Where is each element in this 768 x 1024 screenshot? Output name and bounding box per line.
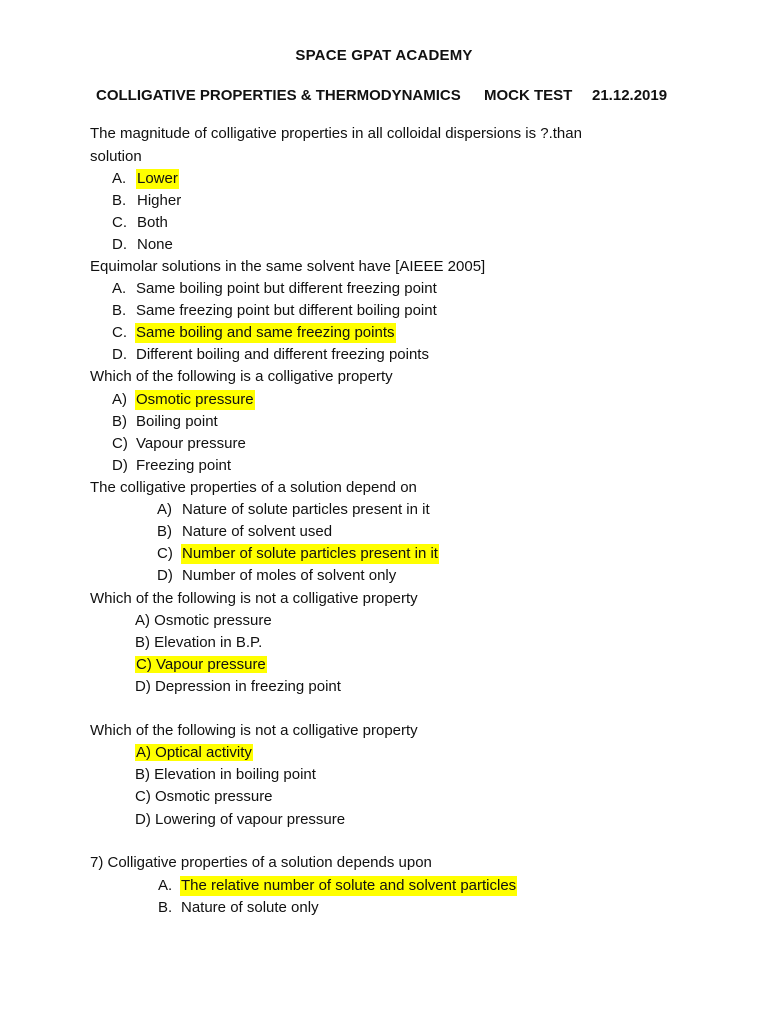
test-date: 21.12.2019 [592,87,668,104]
option-marker: B. [158,899,173,916]
option-text: Boiling point [136,413,218,430]
option-marker: A. [112,280,127,297]
option-text: Number of solute particles present in it [182,545,438,562]
option-text: Same boiling point but different freezing point [136,280,437,297]
test-type: MOCK TEST [484,87,573,104]
option-marker: D) [157,567,173,584]
question-1-text-line2: solution [90,148,142,165]
option-marker: A) [157,501,172,518]
question-5-option-d: D) Depression in freezing point [135,678,341,695]
question-6-option-c: C) Osmotic pressure [135,788,273,805]
option-text: Lower [137,170,178,187]
question-3-text: Which of the following is a colligative property [90,368,393,385]
option-marker: C. [112,324,127,341]
option-marker: A. [158,877,173,894]
option-text: Same freezing point but different boiling point [136,302,437,319]
option-text: Nature of solute particles present in it [182,501,430,518]
question-7-text: 7) Colligative properties of a solution depends upon [90,854,432,871]
option-marker: B) [157,523,172,540]
option-text: Vapour pressure [136,435,246,452]
option-text: Osmotic pressure [136,391,254,408]
option-text: Same boiling and same freezing points [136,324,395,341]
option-text: Nature of solute only [181,899,319,916]
question-5-option-a: A) Osmotic pressure [135,612,272,629]
option-marker: D. [112,236,127,253]
option-text: A) Optical activity [136,744,252,761]
option-marker: B) [112,413,127,430]
option-text: Nature of solvent used [182,523,333,540]
option-text: Number of moles of solvent only [182,567,397,584]
option-marker: D. [112,346,127,363]
option-text: The relative number of solute and solvent particles [181,877,517,894]
option-text: Both [137,214,168,231]
option-text: C) Vapour pressure [136,656,266,673]
question-6-option-d: D) Lowering of vapour pressure [135,811,346,828]
question-5-text: Which of the following is not a colligative property [90,590,418,607]
option-marker: C) [112,435,128,452]
question-5-option-b: B) Elevation in B.P. [135,634,263,651]
question-2-text: Equimolar solutions in the same solvent have [AIEEE 2005] [90,258,486,275]
question-6-text: Which of the following is not a colligative property [90,722,418,739]
option-marker: A. [112,170,127,187]
option-text: Different boiling and different freezing points [136,346,429,363]
page-title: SPACE GPAT ACADEMY [295,47,473,64]
option-marker: B. [112,192,127,209]
option-marker: A) [112,391,127,408]
option-marker: C) [157,545,173,562]
option-marker: B. [112,302,127,319]
question-4-text: The colligative properties of a solution depend on [90,479,417,496]
option-text: None [137,236,173,253]
option-marker: D) [112,457,128,474]
option-text: Higher [137,192,182,209]
question-6-option-a [135,743,253,763]
question-1-text-line1: The magnitude of colligative properties in all colloidal dispersions is ?.than [90,125,582,142]
question-5-option-c [135,655,267,675]
course-title: COLLIGATIVE PROPERTIES & THERMODYNAMICS [96,87,461,104]
option-marker: C. [112,214,127,231]
question-6-option-b: B) Elevation in boiling point [135,766,316,783]
option-text: Freezing point [136,457,232,474]
